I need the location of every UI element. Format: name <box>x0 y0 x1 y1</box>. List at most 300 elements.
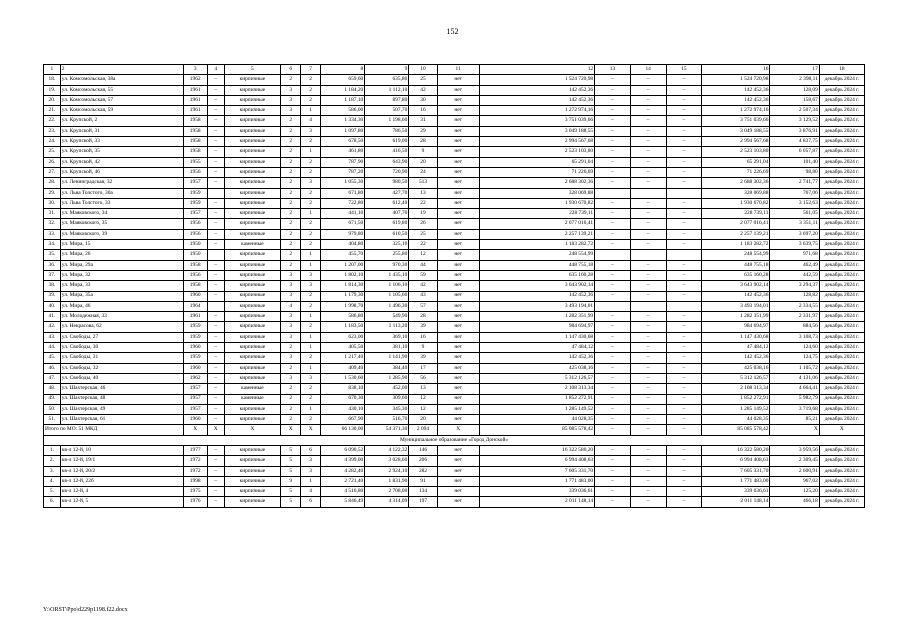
table-cell: – <box>666 116 702 126</box>
table-cell: 65 291,04 <box>479 157 594 167</box>
table-cell: декабрь 2024 г. <box>819 363 864 373</box>
table-cell: – <box>595 270 631 280</box>
table-cell: декабрь 2024 г. <box>819 476 864 486</box>
table-cell: 416,50 <box>365 147 409 157</box>
table-cell: – <box>666 106 702 116</box>
table-cell: 1 282 351,99 <box>702 312 770 322</box>
table-cell: 57 <box>409 301 437 311</box>
table-cell: 1958 <box>183 137 207 147</box>
table-cell: 1 183,50 <box>321 322 365 332</box>
table-cell: 17 <box>770 65 819 75</box>
table-cell: – <box>666 343 702 353</box>
table-cell: ул. Некрасова, 62 <box>60 322 183 332</box>
table-cell: 448 755,18 <box>702 260 770 270</box>
table-row <box>44 219 865 229</box>
table-cell: декабрь 2024 г. <box>819 415 864 425</box>
table-cell: 2 741,77 <box>770 178 819 188</box>
table-cell: 65 291,04 <box>702 157 770 167</box>
table-cell: 786,50 <box>365 126 409 136</box>
table-cell: 561,05 <box>770 209 819 219</box>
table-cell: 1972 <box>183 466 207 476</box>
table-cell: 2 <box>301 95 321 105</box>
table-cell: – <box>207 363 224 373</box>
table-cell: 2 <box>281 250 301 260</box>
table-cell: 1 285 149,52 <box>702 404 770 414</box>
table-cell: декабрь 2024 г. <box>819 85 864 95</box>
table-cell: 4 314,09 <box>365 497 409 507</box>
table-cell: 2 <box>281 75 301 85</box>
registry-table <box>43 64 865 508</box>
table-cell: 35. <box>44 250 61 260</box>
table-cell: 20 <box>409 157 437 167</box>
table-cell: X <box>301 425 321 435</box>
table-cell: – <box>630 466 666 476</box>
table-cell: 20 <box>409 415 437 425</box>
table-cell: 5 312 126,57 <box>702 373 770 383</box>
table-cell: 1 282 351,99 <box>479 312 594 322</box>
table-cell: 2 <box>301 198 321 208</box>
table-cell: – <box>207 291 224 301</box>
table-cell: 6 <box>301 445 321 455</box>
table-cell: 5 <box>224 65 281 75</box>
table-cell: – <box>666 270 702 280</box>
table-cell: 635 160,28 <box>479 270 594 280</box>
table-cell: 28 <box>409 312 437 322</box>
table-cell: кв-л 12-й, 4 <box>60 487 183 497</box>
table-cell: 1 <box>44 65 61 75</box>
table-cell: 4 664,41 <box>770 384 819 394</box>
table-cell: 2 994 567,68 <box>479 137 594 147</box>
table-cell: 1957 <box>183 178 207 188</box>
table-cell: – <box>595 487 631 497</box>
table-cell: 2 094 <box>409 425 437 435</box>
table-cell: 3 719,68 <box>770 404 819 414</box>
table-cell: 2 <box>301 188 321 198</box>
table-cell: 635,80 <box>365 75 409 85</box>
table-cell: 3 <box>281 312 301 322</box>
table-cell: – <box>630 260 666 270</box>
table-cell: – <box>207 219 224 229</box>
table-cell: 425 038,16 <box>702 363 770 373</box>
table-cell: 667,90 <box>321 415 365 425</box>
table-cell: ул. Льва Толстого, 33 <box>60 198 183 208</box>
table-cell: 47. <box>44 373 61 383</box>
table-cell: декабрь 2024 г. <box>819 188 864 198</box>
table-cell: 2 011 148,14 <box>479 497 594 507</box>
table-cell: 25 <box>409 75 437 85</box>
total-row <box>44 425 865 435</box>
table-cell: ул. Льва Толстого, 30а <box>60 188 183 198</box>
table-cell: 24 <box>409 167 437 177</box>
table-cell: 27. <box>44 167 61 177</box>
table-cell: 5 846,49 <box>321 497 365 507</box>
table-cell: 39 <box>409 353 437 363</box>
table-cell: 507,70 <box>365 106 409 116</box>
table-cell: 2 <box>301 167 321 177</box>
table-cell: 124,75 <box>770 353 819 363</box>
table-cell: – <box>630 240 666 250</box>
table-cell: 586,00 <box>321 106 365 116</box>
table-cell: – <box>595 353 631 363</box>
table-cell: 13 <box>409 384 437 394</box>
table-cell: – <box>630 363 666 373</box>
table-cell <box>630 301 666 311</box>
table-cell: 720,90 <box>365 167 409 177</box>
table-cell <box>595 301 631 311</box>
table-cell: – <box>207 178 224 188</box>
table-cell: 1959 <box>183 353 207 363</box>
table-cell: кирпичные <box>224 188 281 198</box>
table-cell: – <box>666 75 702 85</box>
table-cell: 455,70 <box>321 250 365 260</box>
table-cell: 2 <box>281 219 301 229</box>
table-cell: – <box>595 240 631 250</box>
table-cell <box>595 188 631 198</box>
table-cell: 25 <box>409 229 437 239</box>
table-cell: нет <box>437 260 479 270</box>
table-cell: 5 <box>281 497 301 507</box>
table-cell: декабрь 2024 г. <box>819 178 864 188</box>
table-row <box>44 167 865 177</box>
table-cell <box>207 250 224 260</box>
table-cell: каменные <box>224 384 281 394</box>
table-cell: – <box>595 198 631 208</box>
table-cell: декабрь 2024 г. <box>819 332 864 342</box>
table-cell: – <box>630 198 666 208</box>
table-cell: 430,10 <box>321 404 365 414</box>
table-cell: – <box>207 353 224 363</box>
table-cell: декабрь 2024 г. <box>819 291 864 301</box>
table-cell: 3 <box>301 456 321 466</box>
table-cell: 4 <box>301 487 321 497</box>
table-cell: 1 930 670,82 <box>479 198 594 208</box>
table-cell: 328 069,88 <box>702 188 770 198</box>
table-cell: кирпичные <box>224 106 281 116</box>
table-cell: 381,10 <box>365 343 409 353</box>
table-cell: 282 <box>409 466 437 476</box>
table-cell: 6 090,52 <box>321 445 365 455</box>
table-cell: 3 <box>281 281 301 291</box>
table-row <box>44 322 865 332</box>
table-cell: кирпичные <box>224 466 281 476</box>
table-cell: – <box>595 415 631 425</box>
table-cell: – <box>207 116 224 126</box>
table-cell: кирпичные <box>224 353 281 363</box>
table-cell: 897,80 <box>365 95 409 105</box>
table-cell: 6 <box>281 65 301 75</box>
table-cell: 2 <box>301 322 321 332</box>
table-cell: 3 <box>301 281 321 291</box>
table-cell: – <box>630 373 666 383</box>
table-cell: 2 523 103,80 <box>702 147 770 157</box>
table-cell: 6 994 408,63 <box>702 456 770 466</box>
table-cell: 2 257 139,21 <box>479 229 594 239</box>
table-cell: 18 <box>819 65 864 75</box>
table-cell: декабрь 2024 г. <box>819 404 864 414</box>
table-cell: 2 <box>281 126 301 136</box>
table-cell: 967,02 <box>770 476 819 486</box>
table-row <box>44 466 865 476</box>
table-cell: 1960 <box>183 291 207 301</box>
table-row <box>44 270 865 280</box>
table-cell: 12 <box>409 404 437 414</box>
table-cell: – <box>595 137 631 147</box>
table-cell: 448 755,18 <box>479 260 594 270</box>
table-cell: – <box>666 312 702 322</box>
table-cell: 2 <box>281 260 301 270</box>
table-cell: 1961 <box>183 95 207 105</box>
table-row <box>44 209 865 219</box>
table-cell: нет <box>437 445 479 455</box>
table-cell: кирпичные <box>224 137 281 147</box>
table-row <box>44 497 865 507</box>
table-cell: 19 <box>409 209 437 219</box>
table-cell: 2 <box>301 353 321 363</box>
table-cell: 1 930 670,82 <box>702 198 770 208</box>
table-cell: 1 <box>301 312 321 322</box>
table-cell <box>207 301 224 311</box>
table-cell: декабрь 2024 г. <box>819 487 864 497</box>
table-cell: 1 530,60 <box>321 373 365 383</box>
table-cell: 1956 <box>183 229 207 239</box>
table-cell: – <box>207 343 224 353</box>
table-cell: 40. <box>44 301 61 311</box>
table-cell: 6 994 408,63 <box>479 456 594 466</box>
table-cell: кв-л 12-й, 10 <box>60 445 183 455</box>
table-row <box>44 157 865 167</box>
table-cell: 2 <box>281 116 301 126</box>
table-cell: 85 085 578,42 <box>479 425 594 435</box>
table-cell: – <box>207 106 224 116</box>
table-cell: 7 <box>301 65 321 75</box>
table-cell: 31 <box>409 116 437 126</box>
table-cell: – <box>207 466 224 476</box>
table-cell: 1 207,00 <box>321 260 365 270</box>
table-cell: – <box>630 229 666 239</box>
table-cell: – <box>630 167 666 177</box>
table-cell: 36. <box>44 260 61 270</box>
table-cell: 39 <box>409 322 437 332</box>
table-cell: 1 106,10 <box>365 281 409 291</box>
table-cell: – <box>595 394 631 404</box>
table-cell: 19. <box>44 85 61 95</box>
table-cell: 85,21 <box>770 415 819 425</box>
table-cell: 30 <box>409 95 437 105</box>
table-cell: – <box>207 476 224 486</box>
table-cell: 339 036,61 <box>479 487 594 497</box>
table-cell: декабрь 2024 г. <box>819 250 864 260</box>
table-cell: 3 294,37 <box>770 281 819 291</box>
table-row <box>44 445 865 455</box>
table-cell: ул. Шахтерская, 48 <box>60 394 183 404</box>
table-cell: 466,18 <box>770 497 819 507</box>
table-cell: 1 105,60 <box>365 291 409 301</box>
table-cell: 42 <box>409 85 437 95</box>
table-cell: 1 852 272,91 <box>702 394 770 404</box>
table-cell: 25. <box>44 147 61 157</box>
table-cell: 2 <box>281 415 301 425</box>
table-cell: 2 <box>301 415 321 425</box>
table-cell: 405,50 <box>321 343 365 353</box>
table-cell: 787,90 <box>321 157 365 167</box>
table-cell: 1960 <box>183 343 207 353</box>
table-cell: 345,30 <box>365 404 409 414</box>
table-cell: 1962 <box>183 75 207 85</box>
table-cell: 3 <box>281 95 301 105</box>
table-cell: – <box>595 332 631 342</box>
table-cell: 2 721,40 <box>321 476 365 486</box>
table-cell: 2 <box>301 137 321 147</box>
table-cell: – <box>207 394 224 404</box>
table-cell: 3 <box>281 373 301 383</box>
table-cell: 2 507,34 <box>770 106 819 116</box>
table-cell: 586,80 <box>321 312 365 322</box>
table-cell: 3 152,63 <box>770 198 819 208</box>
table-cell: декабрь 2024 г. <box>819 301 864 311</box>
table-cell: 30. <box>44 198 61 208</box>
table-cell: – <box>207 229 224 239</box>
table-cell: нет <box>437 343 479 353</box>
table-row <box>44 384 865 394</box>
table-cell: 5 982,79 <box>770 394 819 404</box>
table-cell: – <box>630 126 666 136</box>
table-row <box>44 487 865 497</box>
table-cell: 33. <box>44 229 61 239</box>
table-cell: 98,80 <box>770 167 819 177</box>
section-title: Муниципальное образование «Город Донской» <box>44 435 865 445</box>
table-cell: кирпичные <box>224 497 281 507</box>
table-cell: 16 <box>409 332 437 342</box>
table-cell: – <box>666 126 702 136</box>
table-cell: 1 998,70 <box>321 301 365 311</box>
table-cell: – <box>595 209 631 219</box>
table-cell: – <box>666 178 702 188</box>
table-cell: 142 452,36 <box>702 95 770 105</box>
table-cell: 158,67 <box>770 95 819 105</box>
table-cell: 2 <box>281 188 301 198</box>
table-cell: 2 077 016,41 <box>702 219 770 229</box>
table-cell: декабрь 2024 г. <box>819 322 864 332</box>
table-cell: 91 <box>409 476 437 486</box>
table-cell: кв-л 12-й, 20/2 <box>60 466 183 476</box>
table-cell: 1 <box>301 404 321 414</box>
table-cell: декабрь 2024 г. <box>819 373 864 383</box>
table-cell: – <box>666 229 702 239</box>
table-cell: декабрь 2024 г. <box>819 229 864 239</box>
table-cell: 9 <box>409 343 437 353</box>
table-cell: 1 814,30 <box>321 281 365 291</box>
table-cell: ул. Крупской, 46 <box>60 167 183 177</box>
table-cell: ул. Крупской, 31 <box>60 126 183 136</box>
table-cell: – <box>666 415 702 425</box>
table-cell: ул. Мира, 33 <box>60 281 183 291</box>
table-cell: 16 <box>702 65 770 75</box>
table-cell: 125,20 <box>770 487 819 497</box>
table-cell: – <box>666 291 702 301</box>
table-cell: – <box>595 466 631 476</box>
table-cell: X <box>207 425 224 435</box>
table-cell: нет <box>437 415 479 425</box>
table-cell: 3 <box>183 65 207 75</box>
table-cell: – <box>207 85 224 95</box>
table-cell: 255,80 <box>365 250 409 260</box>
table-cell: нет <box>437 373 479 383</box>
table-cell: кирпичные <box>224 147 281 157</box>
table-cell: 66 130,00 <box>321 425 365 435</box>
table-cell: 21. <box>44 106 61 116</box>
table-cell: кирпичные <box>224 157 281 167</box>
table-cell: 1958 <box>183 147 207 157</box>
table-cell: 461,80 <box>321 147 365 157</box>
table-cell: – <box>666 157 702 167</box>
table-cell: 409,40 <box>321 363 365 373</box>
table-cell: – <box>666 137 702 147</box>
table-cell: 1956 <box>183 270 207 280</box>
table-cell: декабрь 2024 г. <box>819 157 864 167</box>
table-cell: 39. <box>44 291 61 301</box>
table-cell: 4 <box>281 301 301 311</box>
table-cell: 2 108 313,34 <box>702 384 770 394</box>
table-cell: ул. Шахтерская, 61 <box>60 415 183 425</box>
table-cell: ул. Мира, 29а <box>60 260 183 270</box>
table-cell: кв-л 12-й, 5 <box>60 497 183 507</box>
table-cell: 1 <box>301 106 321 116</box>
table-cell: – <box>207 75 224 85</box>
table-cell <box>630 188 666 198</box>
table-cell: 2 <box>281 178 301 188</box>
table-cell: 146 <box>409 445 437 455</box>
table-cell: – <box>207 198 224 208</box>
table-cell: кирпичные <box>224 404 281 414</box>
table-cell: 971,68 <box>770 250 819 260</box>
table-cell: 2 <box>281 343 301 353</box>
table-cell: 85 085 578,42 <box>702 425 770 435</box>
table-cell: 9 <box>409 147 437 157</box>
table-cell: каменные <box>224 240 281 250</box>
table-cell: 2 <box>281 167 301 177</box>
table-row <box>44 373 865 383</box>
table-cell: 17 <box>409 363 437 373</box>
section-title-row <box>44 435 865 445</box>
table-cell: нет <box>437 85 479 95</box>
table-cell: 1960 <box>183 363 207 373</box>
table-cell: 325,10 <box>365 240 409 250</box>
table-cell: 2 <box>281 404 301 414</box>
table-cell: 970,30 <box>365 260 409 270</box>
table-cell: 4 282,40 <box>321 466 365 476</box>
table-cell: 1 198,60 <box>365 116 409 126</box>
table-cell: 671,80 <box>321 188 365 198</box>
table-cell: – <box>630 384 666 394</box>
table-cell: 1959 <box>183 332 207 342</box>
table-cell: 1957 <box>183 209 207 219</box>
table-cell: 1 524 720,98 <box>479 75 594 85</box>
table-cell: нет <box>437 240 479 250</box>
file-path-footer: Y:\ORST\Ppo\d229p1198.f22.docx <box>43 607 128 613</box>
table-cell: декабрь 2024 г. <box>819 445 864 455</box>
table-cell: нет <box>437 476 479 486</box>
table-cell: нет <box>437 250 479 260</box>
table-cell: X <box>224 425 281 435</box>
table-cell: 3 <box>301 466 321 476</box>
table-cell: – <box>207 270 224 280</box>
table-cell: 5 312 126,57 <box>479 373 594 383</box>
table-cell: декабрь 2024 г. <box>819 260 864 270</box>
table-cell: 4. <box>44 476 61 486</box>
table-cell: 1 187,10 <box>321 95 365 105</box>
table-row <box>44 260 865 270</box>
table-cell: 1 113,20 <box>365 322 409 332</box>
